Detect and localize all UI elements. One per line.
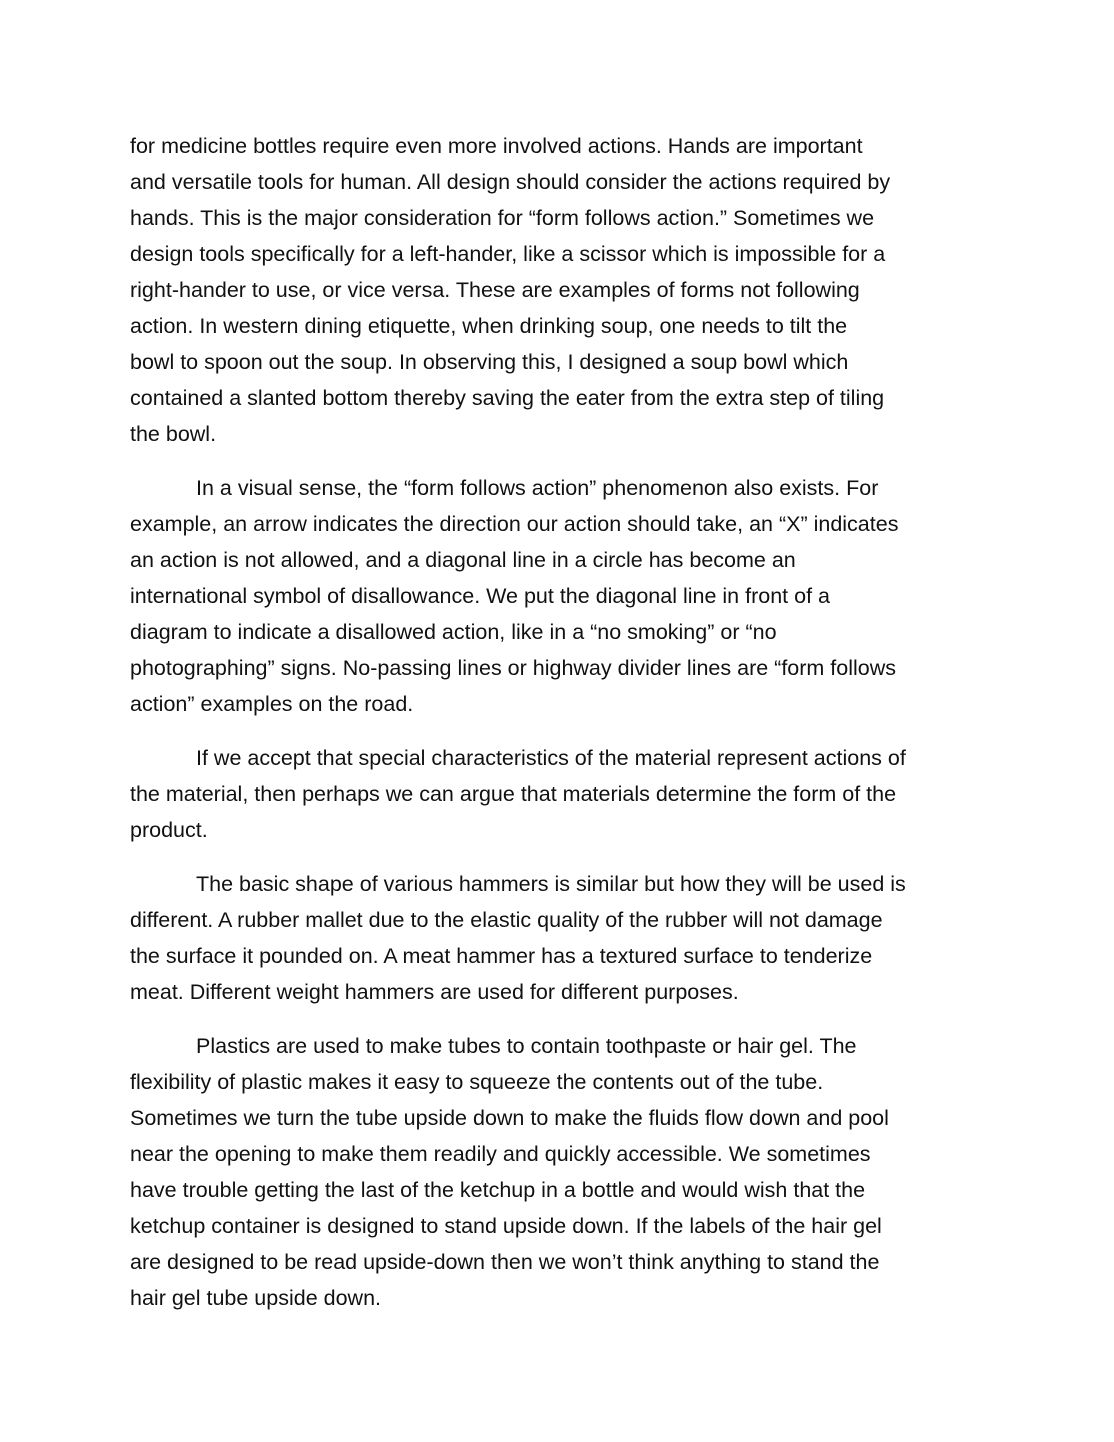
paragraph-4	[130, 866, 990, 1010]
paragraph-2	[130, 470, 990, 722]
body-text	[130, 128, 990, 1334]
text-line: action. In western dining etiquette, when drinking soup, one needs to tilt the	[130, 314, 848, 338]
text-line: contained a slanted bottom thereby saving the eater from the extra step of tiling	[130, 386, 885, 410]
text-line: photographing” signs. No-passing lines or highway divider lines are “form follows	[130, 656, 897, 680]
text-line: have trouble getting the last of the ketchup in a bottle and would wish that the	[130, 1178, 866, 1202]
text-line: an action is not allowed, and a diagonal line in a circle has become an	[130, 548, 796, 572]
paragraph-1	[130, 128, 990, 452]
text-line: Sometimes we turn the tube upside down to make the fluids flow down and pool	[130, 1106, 889, 1130]
text-line: and versatile tools for human. All design should consider the actions required by	[130, 170, 891, 194]
text-line: design tools specifically for a left-hander, like a scissor which is impossible for a	[130, 242, 886, 266]
text-line: the surface it pounded on. A meat hammer has a textured surface to tenderize	[130, 944, 873, 968]
text-line: product.	[130, 818, 208, 842]
text-line: example, an arrow indicates the direction our action should take, an “X” indicates	[130, 512, 899, 536]
text-line: near the opening to make them readily and quickly accessible. We sometimes	[130, 1142, 871, 1166]
text-line: bowl to spoon out the soup. In observing this, I designed a soup bowl which	[130, 350, 849, 374]
text-line: action” examples on the road.	[130, 692, 414, 716]
text-line: hands. This is the major consideration for “form follows action.” Sometimes we	[130, 206, 875, 230]
text-line: the material, then perhaps we can argue that materials determine the form of the	[130, 782, 897, 806]
text-line: flexibility of plastic makes it easy to squeeze the contents out of the tube.	[130, 1070, 824, 1094]
text-line: diagram to indicate a disallowed action, like in a “no smoking” or “no	[130, 620, 777, 644]
text-line: Plastics are used to make tubes to contain toothpaste or hair gel. The	[196, 1034, 857, 1058]
text-line: In a visual sense, the “form follows action” phenomenon also exists. For	[196, 476, 879, 500]
text-line: for medicine bottles require even more involved actions. Hands are important	[130, 134, 863, 158]
text-line: If we accept that special characteristics of the material represent actions of	[196, 746, 906, 770]
text-line: hair gel tube upside down.	[130, 1286, 382, 1310]
text-line: different. A rubber mallet due to the elastic quality of the rubber will not damage	[130, 908, 883, 932]
text-line: international symbol of disallowance. We put the diagonal line in front of a	[130, 584, 830, 608]
text-line: ketchup container is designed to stand upside down. If the labels of the hair gel	[130, 1214, 882, 1238]
text-line: The basic shape of various hammers is similar but how they will be used is	[196, 872, 906, 896]
text-line: are designed to be read upside-down then we won’t think anything to stand the	[130, 1250, 880, 1274]
text-line: the bowl.	[130, 422, 217, 446]
text-line: right-hander to use, or vice versa. These are examples of forms not following	[130, 278, 860, 302]
text-line: meat. Different weight hammers are used for different purposes.	[130, 980, 739, 1004]
paragraph-5	[130, 1028, 990, 1316]
paragraph-3	[130, 740, 990, 848]
